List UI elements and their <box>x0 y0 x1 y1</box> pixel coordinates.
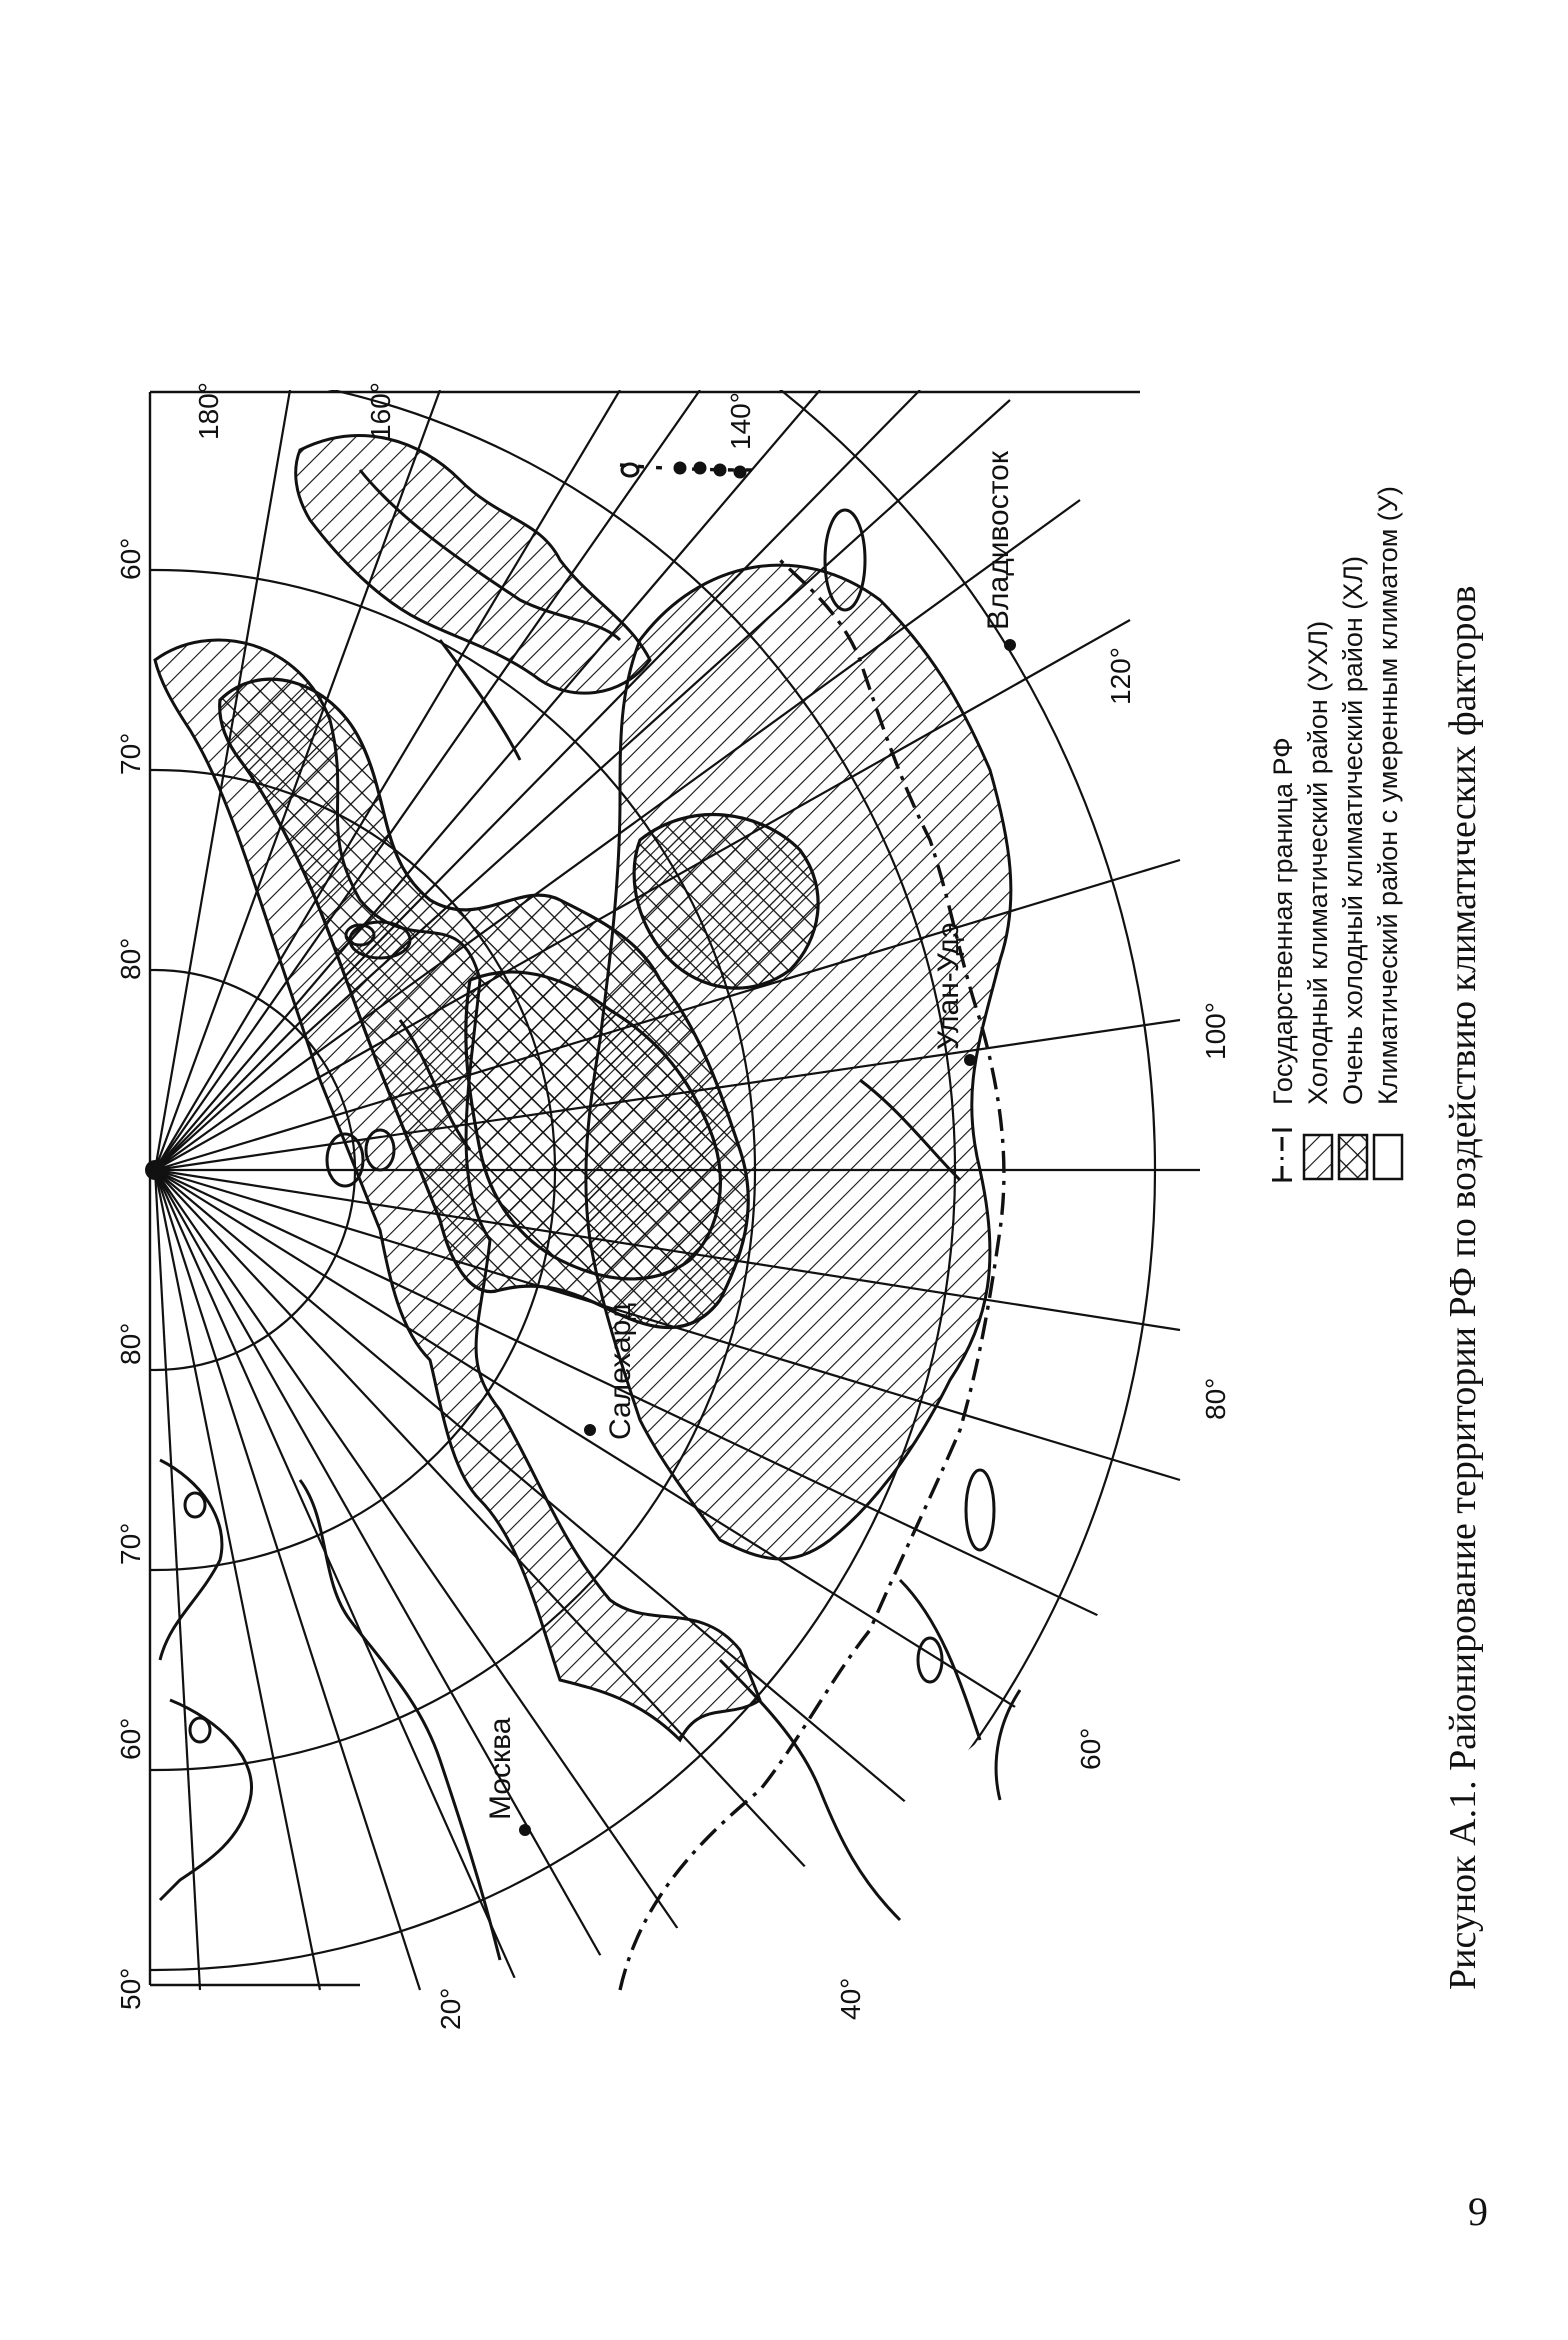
city-marker-ulan-ude <box>964 1054 976 1066</box>
city-salekhard: Салехард <box>604 1302 637 1440</box>
legend-label-khl: Очень холодный климатический район (ХЛ) <box>1338 555 1368 1105</box>
scale-top-1: 60° <box>115 1717 146 1760</box>
scale-top-5: 70° <box>115 732 146 775</box>
legend-label-border: Государственная граница РФ <box>1268 737 1298 1105</box>
scale-lon-6: 60° <box>1075 1727 1106 1770</box>
legend-swatch-ukhl <box>1304 1135 1332 1179</box>
scale-top-3: 80° <box>115 1322 146 1365</box>
scale-lon-5: 80° <box>1200 1377 1231 1420</box>
scale-lon-8: 20° <box>435 1987 466 2030</box>
climate-zones <box>155 436 1011 1740</box>
city-moscow: Москва <box>484 1717 517 1820</box>
legend-border-key <box>1272 1130 1292 1180</box>
scale-lon-3: 120° <box>1105 647 1136 705</box>
city-marker-vladivostok <box>1004 639 1016 651</box>
legend-label-u: Климатический район с умеренным климатом (У) <box>1373 486 1403 1105</box>
figure-caption: Рисунок А.1. Районирование территории РФ по воздействию климатических факторов <box>1442 585 1484 1990</box>
legend-label-ukhl: Холодный климатический район (УХЛ) <box>1303 620 1333 1105</box>
scale-top-2: 70° <box>115 1522 146 1565</box>
city-ulan-ude: Улан-Удэ <box>932 922 965 1050</box>
page-number: 9 <box>1468 2189 1488 2234</box>
legend-swatch-khl <box>1339 1135 1367 1179</box>
city-marker-salekhard <box>584 1424 596 1436</box>
scale-lon-1: 160° <box>365 382 396 440</box>
city-vladivostok: Владивосток <box>982 451 1015 630</box>
scale-top-0: 50° <box>115 1967 146 2010</box>
scale-top-4: 80° <box>115 937 146 980</box>
scale-lon-7: 40° <box>835 1977 866 2020</box>
scale-lon-0: 180° <box>193 382 224 440</box>
scale-top-6: 60° <box>115 537 146 580</box>
city-marker-moscow <box>519 1824 531 1836</box>
legend <box>1268 486 1403 1180</box>
zone-ukhl-far-east <box>296 436 650 694</box>
scale-lon-4: 100° <box>1200 1002 1231 1060</box>
scale-lon-2: 140° <box>725 392 756 450</box>
north-pole-marker <box>145 1160 165 1180</box>
legend-swatch-u <box>1374 1135 1402 1179</box>
latitude-scale-top <box>115 538 146 2010</box>
